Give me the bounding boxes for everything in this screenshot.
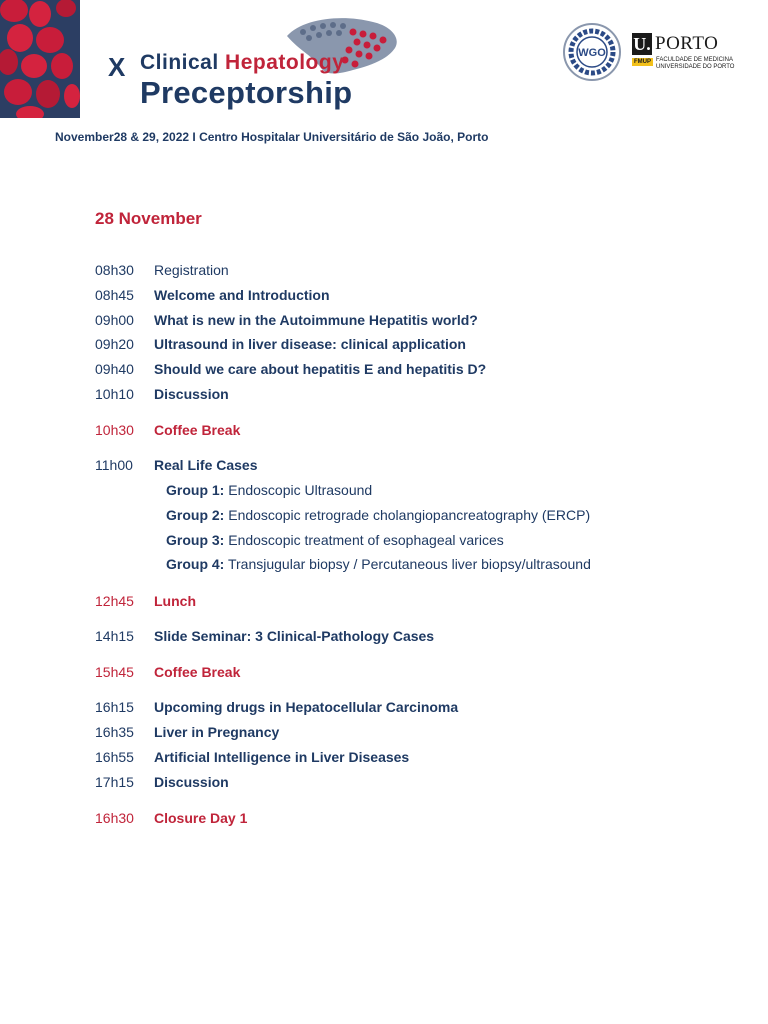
header xyxy=(0,0,768,125)
group-text: Endoscopic retrograde cholangiopancreatography (ERCP) xyxy=(228,507,591,523)
title-line-2: Preceptorship xyxy=(140,75,353,110)
faculty-line-2: UNIVERSIDADE DO PORTO xyxy=(656,64,735,70)
agenda-text: Coffee Break xyxy=(154,422,241,438)
group-item xyxy=(166,556,591,572)
title-word-hepatology: Hepatology xyxy=(225,51,345,74)
wgo-logo-text: WGO xyxy=(578,47,606,59)
agenda-time: 09h00 xyxy=(95,312,134,328)
group-label: Group 1: xyxy=(166,482,225,498)
agenda-text: Closure Day 1 xyxy=(154,810,248,826)
group-item xyxy=(166,532,504,548)
agenda-text: Discussion xyxy=(154,386,229,402)
faculty-line-1: FACULDADE DE MEDICINA xyxy=(656,57,734,63)
day-title: 28 November xyxy=(95,209,202,228)
agenda-time: 15h45 xyxy=(95,664,134,680)
agenda-text: Upcoming drugs in Hepatocellular Carcinoma xyxy=(154,699,459,715)
agenda-time: 11h00 xyxy=(95,457,133,473)
edition-numeral: X xyxy=(108,52,127,82)
agenda-time: 08h30 xyxy=(95,262,134,278)
agenda-time: 14h15 xyxy=(95,628,134,644)
wgo-logo xyxy=(562,22,622,82)
uporto-u-mark: U. xyxy=(633,33,651,54)
agenda-time: 16h55 xyxy=(95,749,134,765)
group-item xyxy=(166,482,372,498)
agenda-time: 12h45 xyxy=(95,593,134,609)
agenda-text: Welcome and Introduction xyxy=(154,287,330,303)
fmup-badge: FMUP xyxy=(634,59,651,65)
agenda-text: Lunch xyxy=(154,593,196,609)
agenda-time: 08h45 xyxy=(95,287,134,303)
agenda-time: 16h35 xyxy=(95,724,134,740)
agenda-text: Slide Seminar: 3 Clinical-Pathology Cases xyxy=(154,628,435,644)
agenda-text: Artificial Intelligence in Liver Diseases xyxy=(154,749,410,765)
agenda-time: 10h10 xyxy=(95,386,134,402)
agenda-text: What is new in the Autoimmune Hepatitis world? xyxy=(154,312,478,328)
group-text: Endoscopic Ultrasound xyxy=(228,482,373,498)
agenda-time: 09h40 xyxy=(95,361,134,377)
agenda-text: Discussion xyxy=(154,774,229,790)
uporto-logo xyxy=(632,33,752,71)
agenda-text: Liver in Pregnancy xyxy=(154,724,280,740)
agenda-time: 16h15 xyxy=(95,699,134,715)
agenda-text: Real Life Cases xyxy=(154,457,258,473)
decorative-cells-image xyxy=(0,0,80,118)
agenda-time: 09h20 xyxy=(95,336,134,352)
agenda-text: Ultrasound in liver disease: clinical application xyxy=(154,336,466,352)
group-label: Group 2: xyxy=(166,507,225,523)
agenda-time: 10h30 xyxy=(95,422,134,438)
title-word-clinical: Clinical xyxy=(140,51,219,74)
agenda-text: Should we care about hepatitis E and hepatitis D? xyxy=(154,361,487,377)
agenda-time: 17h15 xyxy=(95,774,134,790)
group-label: Group 4: xyxy=(166,556,225,572)
agenda-text: Coffee Break xyxy=(154,664,241,680)
title-line-1 xyxy=(140,51,344,75)
group-label: Group 3: xyxy=(166,532,225,548)
event-dates-location: November28 & 29, 2022 I Centro Hospitalar Universitário de São João, Porto xyxy=(55,130,489,144)
group-item xyxy=(166,507,590,523)
uporto-wordmark: PORTO xyxy=(655,33,719,54)
group-text: Endoscopic treatment of esophageal varices xyxy=(228,532,504,548)
agenda-text: Registration xyxy=(154,262,229,278)
group-text: Transjugular biopsy / Percutaneous liver biopsy/ultrasound xyxy=(227,556,591,572)
agenda-time: 16h30 xyxy=(95,810,134,826)
